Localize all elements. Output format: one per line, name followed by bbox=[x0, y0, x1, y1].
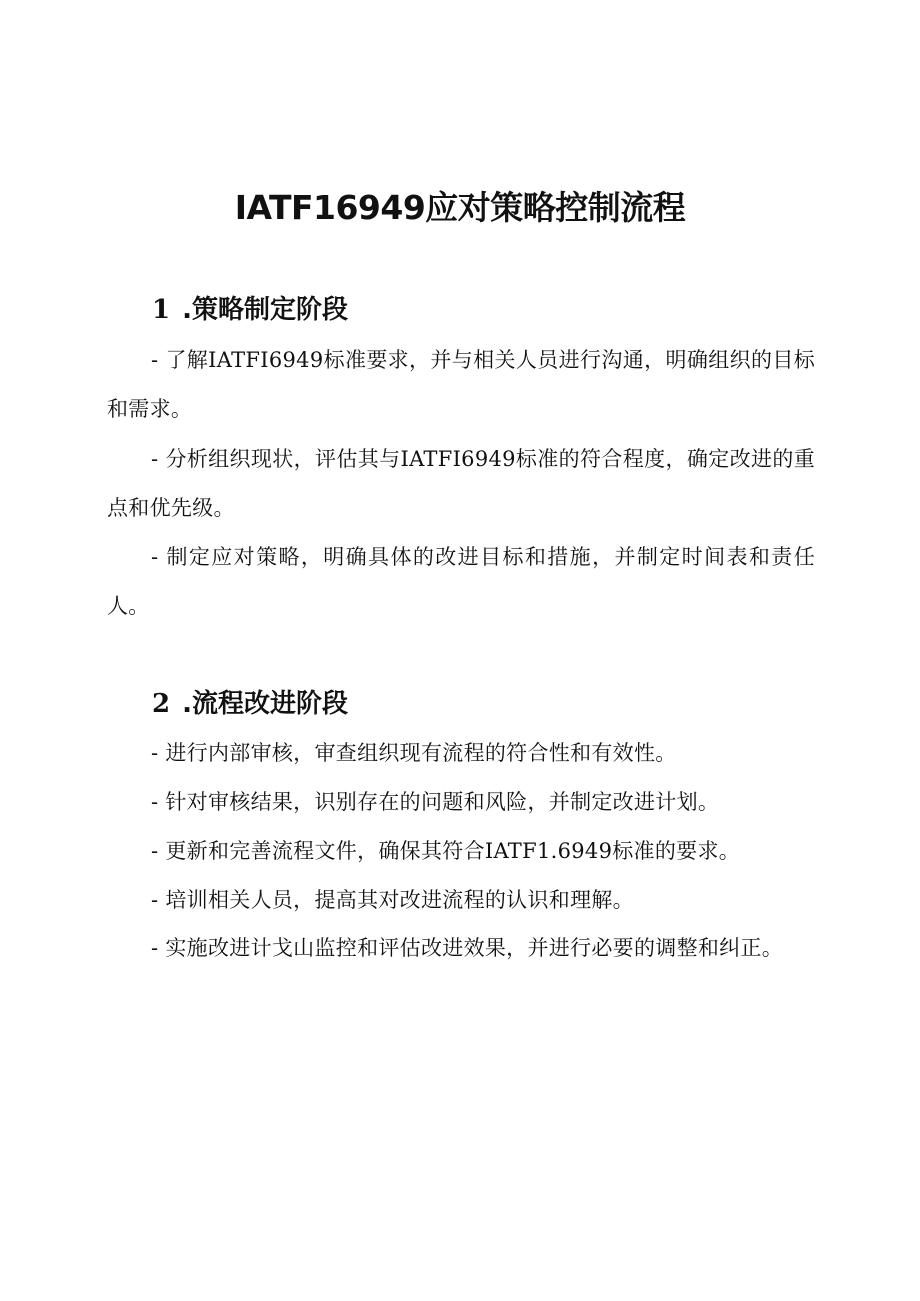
list-item: - 针对审核结果，识别存在的问题和风险，并制定改进计划。 bbox=[151, 790, 720, 814]
section-number: 2 bbox=[152, 689, 171, 719]
section-heading-strategy bbox=[152, 292, 348, 328]
list-item: - 培训相关人员，提高其对改进流程的认识和理解。 bbox=[151, 888, 634, 912]
list-item: - 更新和完善流程文件，确保其符合IATF1.6949标准的要求。 bbox=[151, 839, 741, 863]
list-item: - 了解IATFI6949标准要求，并与相关人员进行沟通，明确组织的目标和需求。 bbox=[107, 348, 815, 421]
list-item: - 实施改进计戈山监控和评估改进效果，并进行必要的调整和纠正。 bbox=[151, 936, 784, 960]
section-heading-process bbox=[152, 686, 348, 722]
section-title: .策略制定阶段 bbox=[182, 295, 348, 325]
section-title: .流程改进阶段 bbox=[182, 689, 348, 719]
document-title: IATF16949应对策略控制流程 bbox=[234, 188, 686, 227]
list-item: - 制定应对策略，明确具体的改进目标和措施，并制定时间表和责任人。 bbox=[107, 545, 815, 618]
list-item: - 分析组织现状，评估其与IATFI6949标准的符合程度，确定改进的重点和优先级。 bbox=[107, 447, 815, 520]
list-item: - 进行内部审核，审查组织现有流程的符合性和有效性。 bbox=[151, 741, 677, 765]
section-number: 1 bbox=[152, 295, 171, 325]
